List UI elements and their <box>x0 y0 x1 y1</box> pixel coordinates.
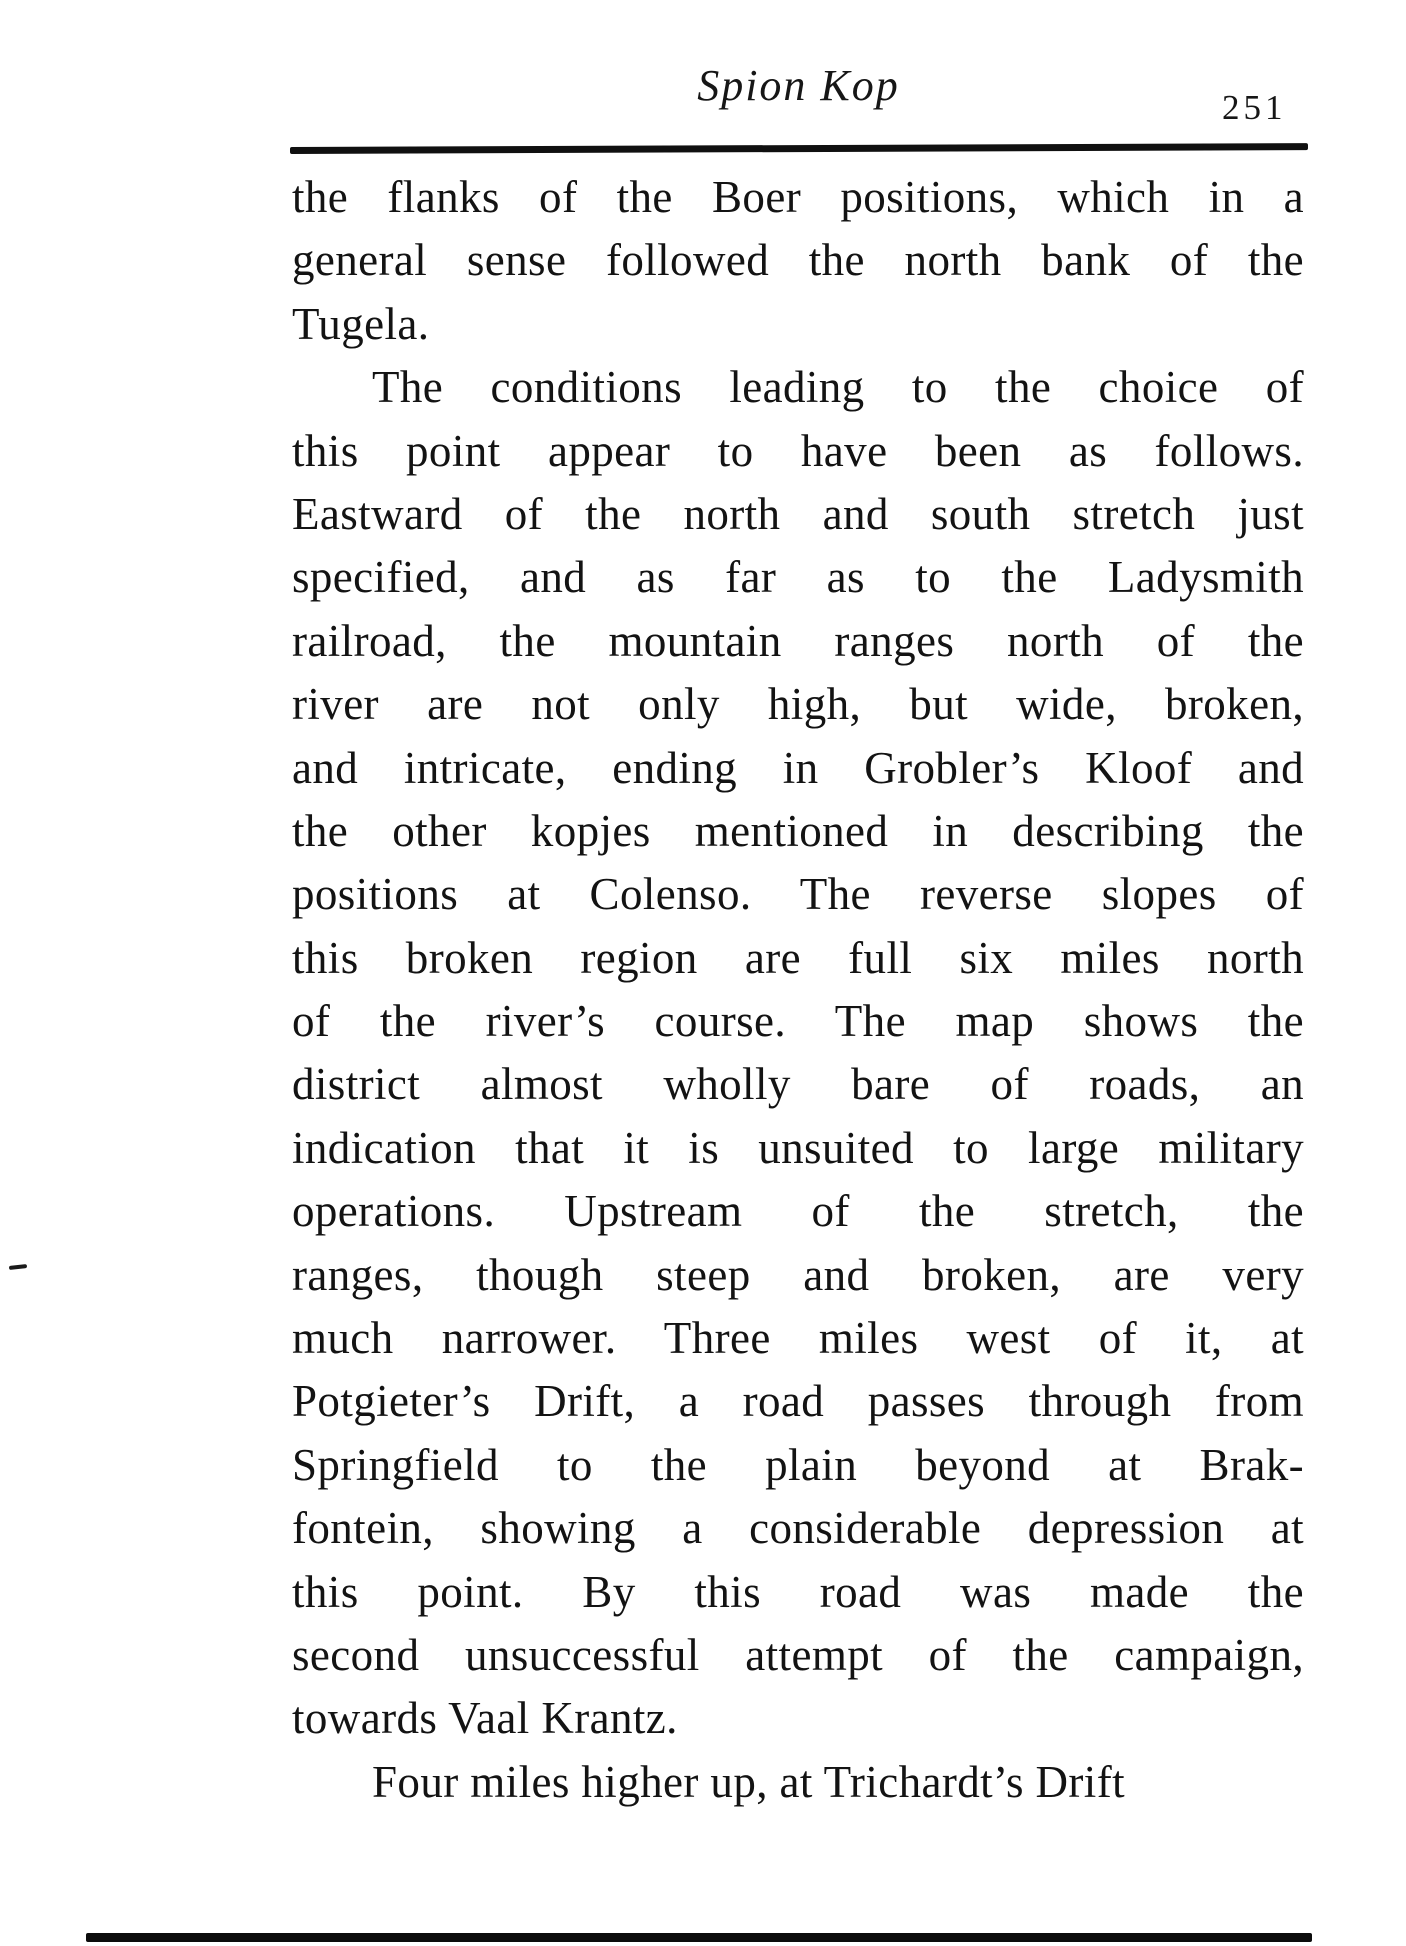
text-line: Potgieter’s Drift, a road passes through from <box>292 1376 1304 1427</box>
text-line: towards Vaal Krantz. <box>292 1693 678 1744</box>
text-line: second unsuccessful attempt of the campaign, <box>292 1629 1304 1680</box>
text-line: Tugela. <box>292 298 430 349</box>
body-text <box>292 166 1304 1814</box>
running-head-title: Spion Kop <box>697 61 900 110</box>
text-line: and intricate, ending in Grobler’s Kloof and <box>292 742 1304 793</box>
text-line: district almost wholly bare of roads, an <box>292 1059 1304 1110</box>
header-rule <box>290 143 1308 154</box>
text-line: of the river’s course. The map shows the <box>292 996 1304 1047</box>
text-line: The conditions leading to the choice of <box>372 362 1304 413</box>
text-line: positions at Colenso. The reverse slopes of <box>292 869 1304 920</box>
scan-edge-bar <box>86 1933 1312 1942</box>
text-line: river are not only high, but wide, broken, <box>292 679 1304 730</box>
text-line: Four miles higher up, at Trichardt’s Drift <box>372 1756 1125 1807</box>
text-line: fontein, showing a considerable depression at <box>292 1503 1304 1554</box>
text-line: operations. Upstream of the stretch, the <box>292 1186 1304 1237</box>
text-line: much narrower. Three miles west of it, at <box>292 1313 1304 1364</box>
text-line: Eastward of the north and south stretch just <box>292 488 1304 539</box>
margin-mark <box>9 1264 27 1270</box>
text-line: the flanks of the Boer positions, which in a <box>292 172 1304 222</box>
text-line: this point. By this road was made the <box>292 1566 1304 1617</box>
text-line: Springfield to the plain beyond at Brak- <box>292 1439 1304 1490</box>
text-line: ranges, though steep and broken, are very <box>292 1249 1304 1300</box>
text-line: the other kopjes mentioned in describing the <box>292 805 1304 856</box>
text-line: indication that it is unsuited to large military <box>292 1122 1304 1173</box>
text-line: general sense followed the north bank of the <box>292 235 1304 286</box>
text-line: this broken region are full six miles north <box>292 932 1304 983</box>
text-line: specified, and as far as to the Ladysmith <box>292 552 1304 603</box>
page-number: 251 <box>1222 88 1287 127</box>
text-line: railroad, the mountain ranges north of the <box>292 615 1304 666</box>
text-line: this point appear to have been as follows. <box>292 425 1304 476</box>
